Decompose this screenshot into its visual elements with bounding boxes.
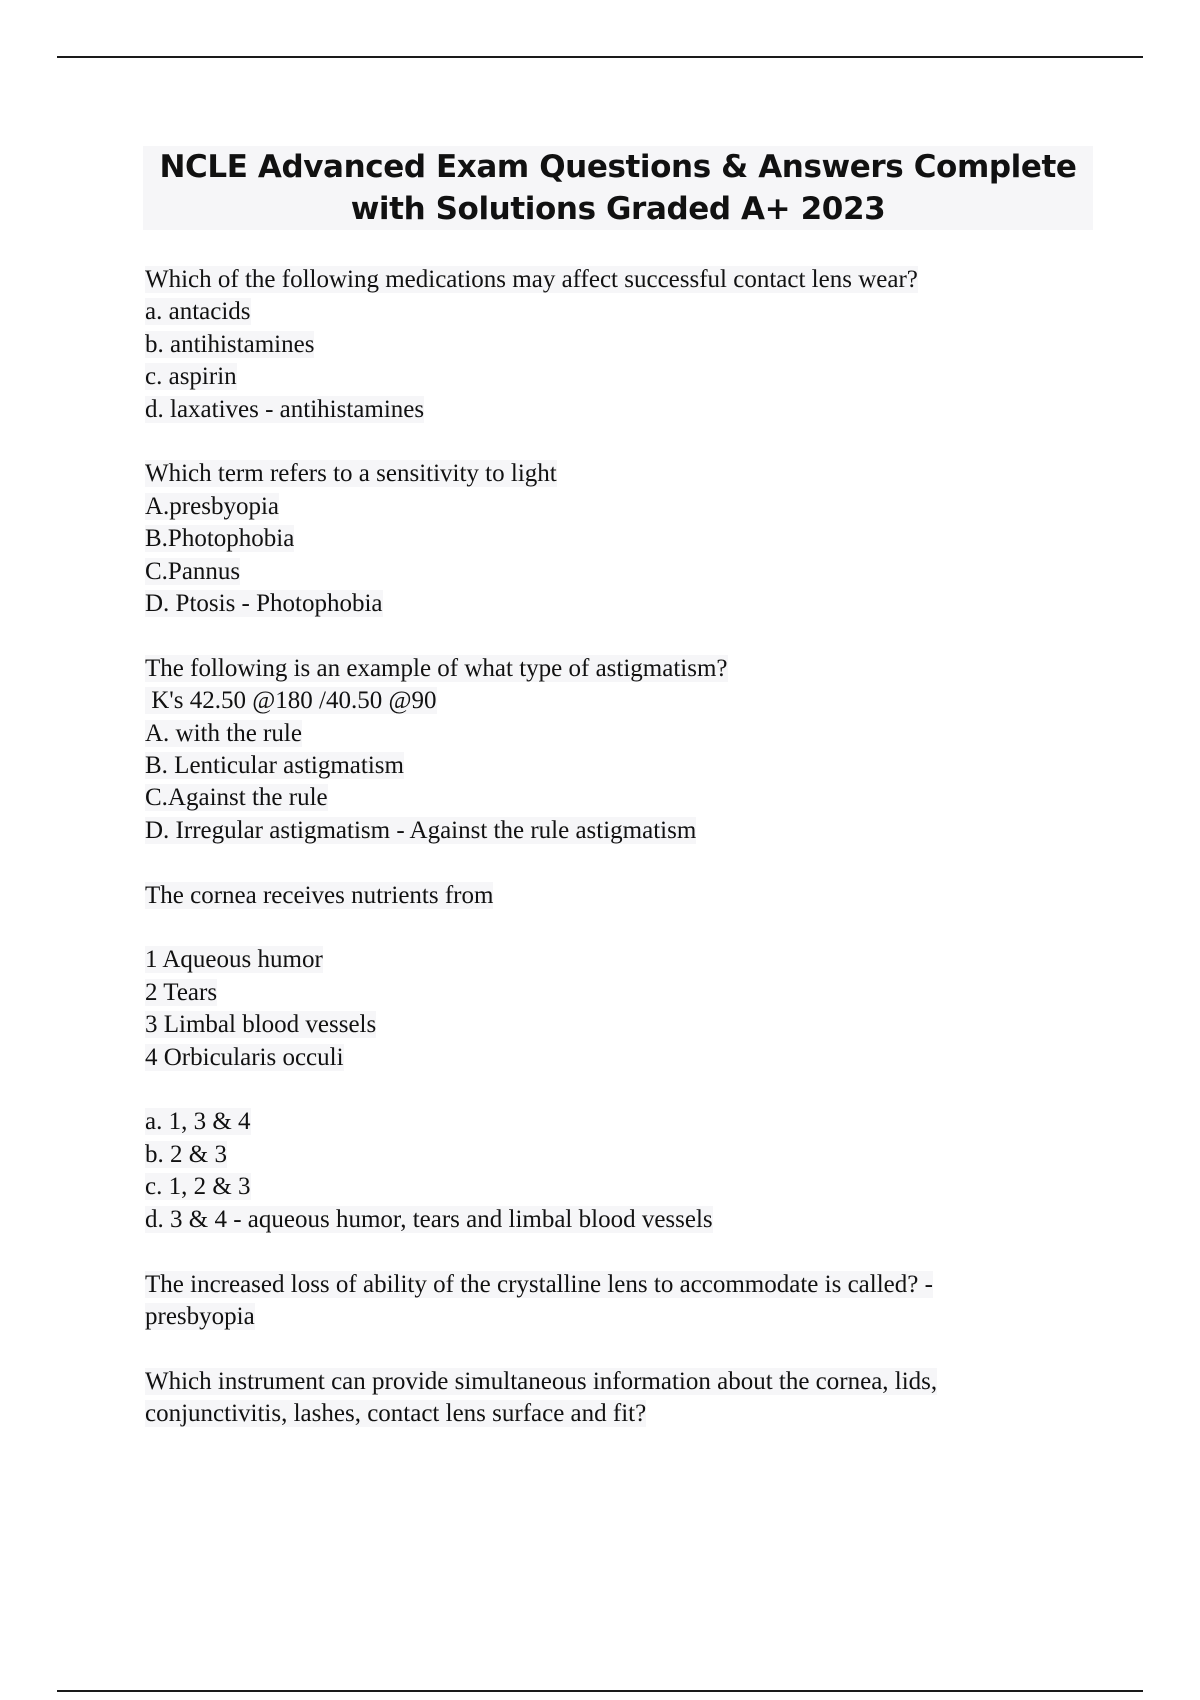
answer-option: a. antacids [145,298,251,326]
answer-option: b. antihistamines [145,330,315,358]
question-text: conjunctivitis, lashes, contact lens surface and fit? [145,1400,647,1428]
answer-option: D. Irregular astigmatism - Against the rule astigmatism [145,816,697,844]
question-text: The following is an example of what type of astigmatism? [145,654,728,682]
answer-option: C.Against the rule [145,784,328,812]
answer-option: A. with the rule [145,719,302,747]
list-item: 2 Tears [145,978,218,1006]
question-block [145,653,1085,847]
question-list [145,264,1085,1431]
title-line: with Solutions Graded A+ 2023 [350,191,886,227]
question-block [145,1366,1085,1431]
question-text: K's 42.50 @180 /40.50 @90 [145,687,437,715]
list-item: 3 Limbal blood vessels [145,1011,377,1039]
question-block [145,458,1085,620]
answer-option: d. laxatives - antihistamines [145,395,425,423]
answer-option: B.Photophobia [145,525,295,553]
list-item: 4 Orbicularis occuli [145,1043,344,1071]
answer-option: B. Lenticular astigmatism [145,752,404,780]
footer-rule [57,1690,1143,1692]
document-title [143,146,1093,230]
answer-option: a. 1, 3 & 4 [145,1108,251,1136]
answer-option: b. 2 & 3 [145,1140,227,1168]
answer-option: C.Pannus [145,557,241,585]
question-text: The increased loss of ability of the crystalline lens to accommodate is called? - [145,1270,933,1298]
answer-option: c. aspirin [145,363,237,391]
header-rule [57,56,1143,58]
question-block [145,1269,1085,1334]
answer-option: c. 1, 2 & 3 [145,1173,251,1201]
answer-option: d. 3 & 4 - aqueous humor, tears and limbal blood vessels [145,1205,713,1233]
answer-option: A.presbyopia [145,492,279,520]
question-block [145,880,1085,1236]
question-block [145,264,1085,426]
title-line: NCLE Advanced Exam Questions & Answers Complete [159,149,1077,185]
answer-text: presbyopia [145,1302,255,1330]
question-text: The cornea receives nutrients from [145,881,494,909]
answer-option: D. Ptosis - Photophobia [145,590,383,618]
question-text: Which term refers to a sensitivity to light [145,460,557,488]
question-text: Which instrument can provide simultaneous information about the cornea, lids, [145,1367,938,1395]
list-item: 1 Aqueous humor [145,946,323,974]
question-text: Which of the following medications may affect successful contact lens wear? [145,266,918,293]
